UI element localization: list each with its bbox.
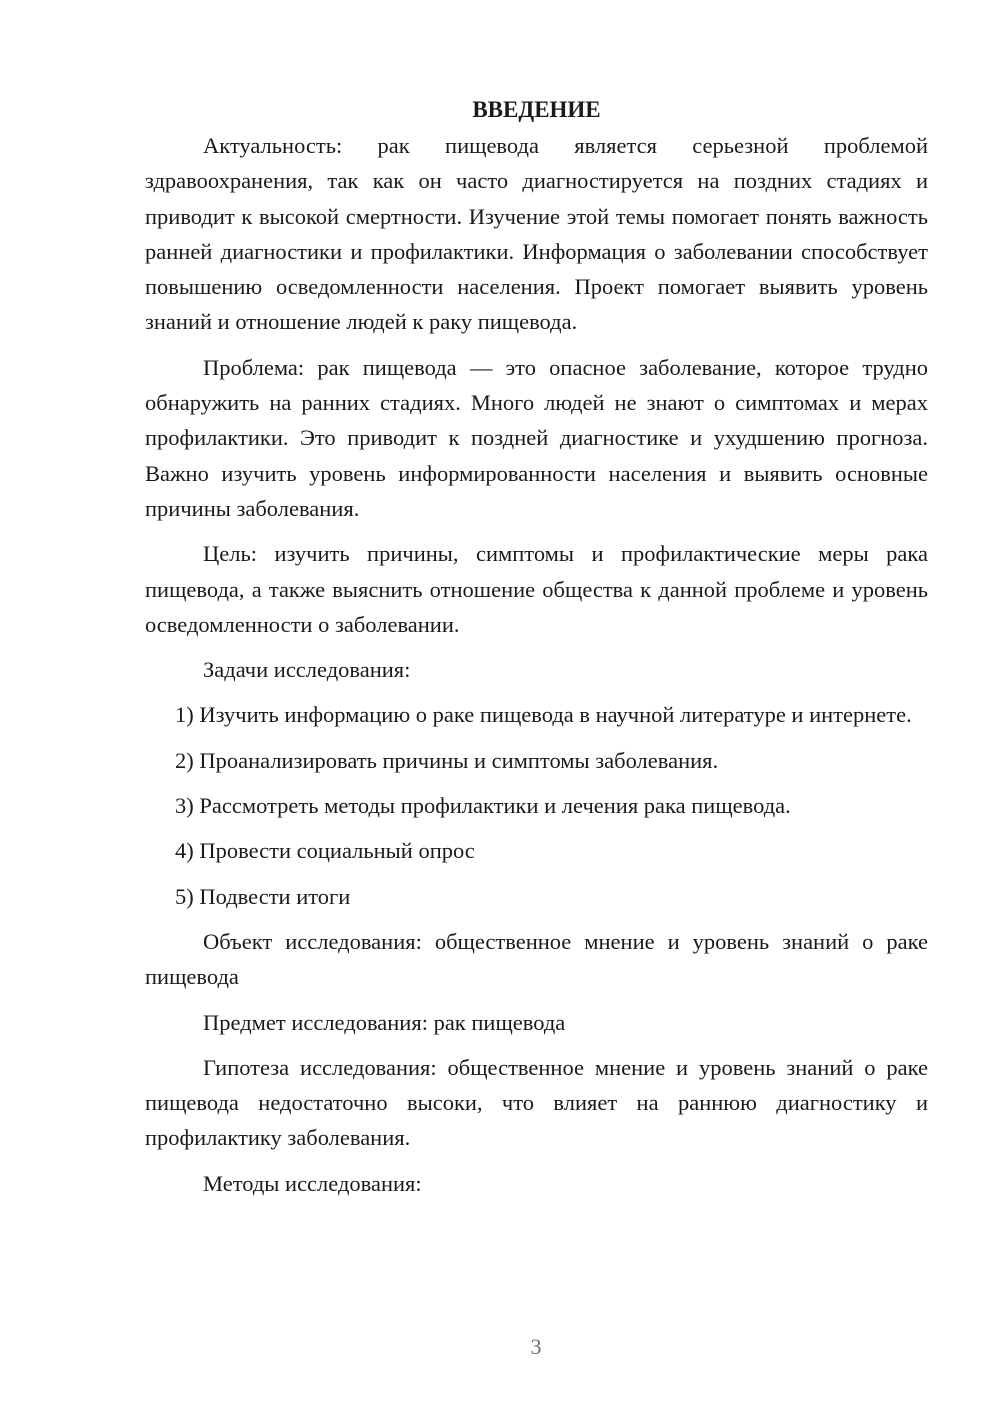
task-item-2: 2) Проанализировать причины и симптомы заболевания. xyxy=(175,747,719,773)
section-heading: ВВЕДЕНИЕ xyxy=(472,97,601,122)
methods-heading: Методы исследования: xyxy=(203,1170,422,1196)
paragraph-goal: Цель: изучить причины, симптомы и профилактические меры рака пищевода, а также выяснить отношение общества к данной проблеме и уровень осведомленности о заболевании. xyxy=(145,541,928,637)
document-page xyxy=(145,92,928,1211)
paragraph-relevance: Актуальность: рак пищевода является серьезной проблемой здравоохранения, так как он часто диагностируется на поздних стадиях и приводит к высокой смертности. Изучение этой темы помогает понять важность ранней диагностики и профилактики. Информация о заболевании способствует повышению осведомленности населения. Проект помогает выявить уровень знаний и отношение людей к раку пищевода. xyxy=(145,133,928,335)
task-item-3: 3) Рассмотреть методы профилактики и лечения рака пищевода. xyxy=(175,793,791,819)
paragraph-hypothesis: Гипотеза исследования: общественное мнение и уровень знаний о раке пищевода недостаточно высоки, что влияет на раннюю диагностику и профилактику заболевания. xyxy=(145,1054,928,1151)
page-number: 3 xyxy=(530,1334,542,1359)
tasks-heading: Задачи исследования: xyxy=(203,657,411,683)
paragraph-object: Объект исследования: общественное мнение и уровень знаний о раке пищевода xyxy=(145,928,928,990)
task-item-1: 1) Изучить информацию о раке пищевода в научной литературе и интернете. xyxy=(175,702,912,728)
task-item-4: 4) Провести социальный опрос xyxy=(175,838,475,864)
paragraph-problem: Проблема: рак пищевода — это опасное заболевание, которое трудно обнаружить на ранних стадиях. Много людей не знают о симптомах и мерах профилактики. Это приводит к поздней диагностике и ухудшению прогноза. Важно изучить уровень информированности населения и выявить основные причины заболевания. xyxy=(145,354,928,521)
paragraph-subject: Предмет исследования: рак пищевода xyxy=(203,1009,566,1035)
task-item-5: 5) Подвести итоги xyxy=(175,883,351,909)
